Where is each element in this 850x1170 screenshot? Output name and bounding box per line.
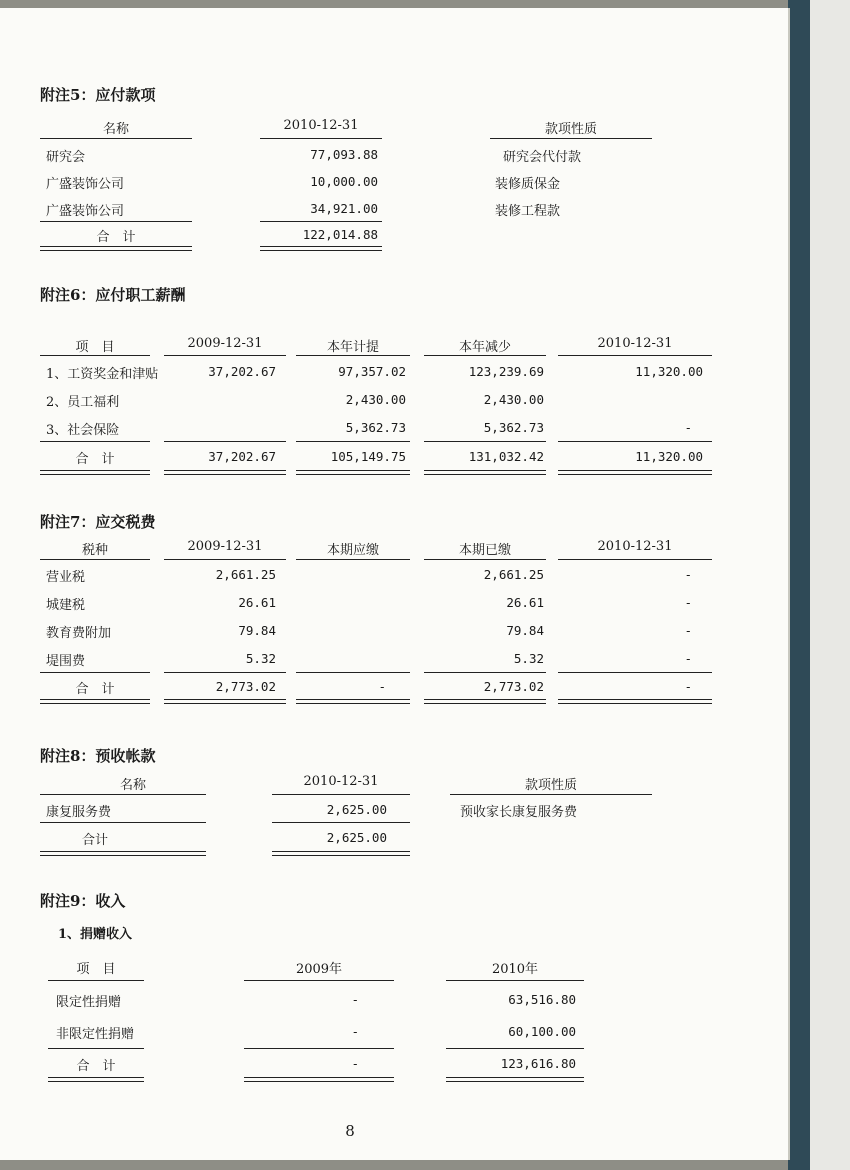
total-label: 合 计 — [75, 452, 115, 467]
note8-header-date: 2010-12-31 — [303, 774, 379, 789]
table-cell: 研究会 — [46, 150, 86, 165]
table-cell: 2,430.00 — [345, 392, 406, 407]
rule — [490, 138, 652, 139]
rule — [424, 672, 546, 673]
binder-strip — [788, 0, 810, 1170]
table-cell: 非限定性捐赠 — [56, 1027, 135, 1042]
double-rule — [48, 1077, 144, 1082]
total-value: - — [351, 1056, 359, 1071]
rule — [558, 441, 712, 442]
note8-title: 附注8：预收帐款 — [40, 747, 156, 765]
total-value: 2,773.02 — [483, 679, 544, 694]
rule — [424, 441, 546, 442]
table-cell: 34,921.00 — [310, 201, 378, 216]
note7-title: 附注7：应交税费 — [40, 513, 156, 531]
table-cell: 2,661.25 — [215, 567, 276, 582]
total-value: - — [684, 679, 692, 694]
table-cell: 教育费附加 — [46, 626, 112, 641]
table-cell: 5,362.73 — [345, 420, 406, 435]
rule — [446, 980, 584, 981]
rule — [164, 355, 286, 356]
table-cell: 5,362.73 — [483, 420, 544, 435]
table-cell: 广盛装饰公司 — [46, 204, 125, 219]
table-cell: 26.61 — [238, 595, 276, 610]
total-label: 合 计 — [96, 230, 136, 245]
double-rule — [272, 851, 410, 856]
double-rule — [164, 470, 286, 475]
note5-title: 附注5：应付款项 — [40, 86, 156, 104]
table-cell: 79.84 — [506, 623, 544, 638]
double-rule — [164, 699, 286, 704]
total-value: 37,202.67 — [208, 449, 276, 464]
rule — [40, 441, 150, 442]
total-label: 合计 — [81, 833, 108, 848]
table-cell: 康复服务费 — [46, 805, 112, 820]
double-rule — [40, 699, 150, 704]
note9-header: 项 目 — [76, 962, 116, 977]
table-cell: 研究会代付款 — [503, 150, 582, 165]
rule — [558, 672, 712, 673]
rule — [40, 822, 206, 823]
rule — [40, 355, 150, 356]
note5-header-nature: 款项性质 — [544, 122, 597, 137]
table-cell: - — [684, 567, 692, 582]
table-cell: 广盛装饰公司 — [46, 177, 125, 192]
table-cell: 11,320.00 — [635, 364, 703, 379]
rule — [558, 355, 712, 356]
rule — [40, 559, 150, 560]
table-cell: 26.61 — [506, 595, 544, 610]
table-cell: - — [684, 623, 692, 638]
note7-header: 税种 — [81, 543, 108, 558]
rule — [450, 794, 652, 795]
note6-header: 2010-12-31 — [597, 336, 673, 351]
double-rule — [446, 1077, 584, 1082]
total-value: 11,320.00 — [635, 449, 703, 464]
note7-header: 本期应缴 — [326, 543, 379, 558]
table-cell: 123,239.69 — [468, 364, 544, 379]
note9-header: 2009年 — [295, 962, 343, 977]
note7-header: 2009-12-31 — [187, 539, 263, 554]
note6-title: 附注6：应付职工薪酬 — [40, 286, 186, 304]
table-cell: 城建税 — [46, 598, 86, 613]
table-cell: 1、工资奖金和津贴 — [46, 367, 159, 382]
rule — [296, 441, 410, 442]
rule — [164, 672, 286, 673]
double-rule — [424, 470, 546, 475]
rule — [296, 672, 410, 673]
table-cell: 2,661.25 — [483, 567, 544, 582]
rule — [164, 441, 286, 442]
table-cell: - — [351, 1024, 359, 1039]
rule — [40, 221, 192, 222]
rule — [40, 794, 206, 795]
rule — [446, 1048, 584, 1049]
note8-header-nature: 款项性质 — [524, 778, 577, 793]
double-rule — [244, 1077, 394, 1082]
rule — [48, 980, 144, 981]
double-rule — [40, 851, 206, 856]
double-rule — [424, 699, 546, 704]
total-label: 合 计 — [76, 1059, 116, 1074]
table-cell: - — [684, 651, 692, 666]
rule — [296, 559, 410, 560]
table-cell: 5.32 — [245, 651, 276, 666]
document-page — [0, 8, 788, 1160]
note5-header-name: 名称 — [102, 122, 129, 137]
background-edge — [810, 0, 850, 1170]
table-cell: 3、社会保险 — [46, 423, 120, 438]
note9-subtitle: 1、捐赠收入 — [58, 927, 133, 942]
rule — [244, 1048, 394, 1049]
total-value: 131,032.42 — [468, 449, 544, 464]
note7-header: 2010-12-31 — [597, 539, 673, 554]
total-value: 123,616.80 — [500, 1056, 576, 1071]
rule — [558, 559, 712, 560]
double-rule — [558, 470, 712, 475]
table-cell: 97,357.02 — [338, 364, 406, 379]
rule — [424, 355, 546, 356]
table-cell: 堤围费 — [46, 654, 86, 669]
double-rule — [40, 246, 192, 251]
table-cell: 79.84 — [238, 623, 276, 638]
total-value: 122,014.88 — [302, 227, 378, 242]
note6-header: 项 目 — [75, 340, 115, 355]
rule — [272, 794, 410, 795]
note8-header-name: 名称 — [119, 778, 146, 793]
rule — [296, 355, 410, 356]
table-cell: 5.32 — [513, 651, 544, 666]
rule — [40, 138, 192, 139]
table-cell: 2、员工福利 — [46, 395, 120, 410]
double-rule — [558, 699, 712, 704]
table-cell: 限定性捐赠 — [56, 995, 122, 1010]
table-cell: 63,516.80 — [508, 992, 576, 1007]
table-cell: 装修质保金 — [495, 177, 561, 192]
double-rule — [296, 699, 410, 704]
rule — [272, 822, 410, 823]
rule — [48, 1048, 144, 1049]
total-value: - — [378, 679, 386, 694]
table-cell: 2,625.00 — [326, 802, 387, 817]
rule — [40, 672, 150, 673]
double-rule — [40, 470, 150, 475]
rule — [424, 559, 546, 560]
total-value: 2,625.00 — [326, 830, 387, 845]
table-cell: - — [351, 992, 359, 1007]
total-value: 105,149.75 — [330, 449, 406, 464]
table-cell: 装修工程款 — [495, 204, 561, 219]
table-cell: - — [684, 595, 692, 610]
note5-header-date: 2010-12-31 — [283, 118, 359, 133]
note6-header: 2009-12-31 — [187, 336, 263, 351]
table-cell: 60,100.00 — [508, 1024, 576, 1039]
double-rule — [296, 470, 410, 475]
note9-title: 附注9：收入 — [40, 892, 126, 910]
note6-header: 本年减少 — [458, 340, 511, 355]
note6-header: 本年计提 — [326, 340, 379, 355]
page-number: 8 — [345, 1122, 355, 1140]
table-cell: 37,202.67 — [208, 364, 276, 379]
note7-header: 本期已缴 — [458, 543, 511, 558]
table-cell: 预收家长康复服务费 — [460, 805, 578, 820]
table-cell: - — [684, 420, 692, 435]
rule — [260, 138, 382, 139]
rule — [244, 980, 394, 981]
rule — [164, 559, 286, 560]
note9-header: 2010年 — [491, 962, 539, 977]
double-rule — [260, 246, 382, 251]
table-cell: 77,093.88 — [310, 147, 378, 162]
rule — [260, 221, 382, 222]
table-cell: 营业税 — [46, 570, 86, 585]
table-cell: 10,000.00 — [310, 174, 378, 189]
total-value: 2,773.02 — [215, 679, 276, 694]
total-label: 合 计 — [75, 682, 115, 697]
table-cell: 2,430.00 — [483, 392, 544, 407]
